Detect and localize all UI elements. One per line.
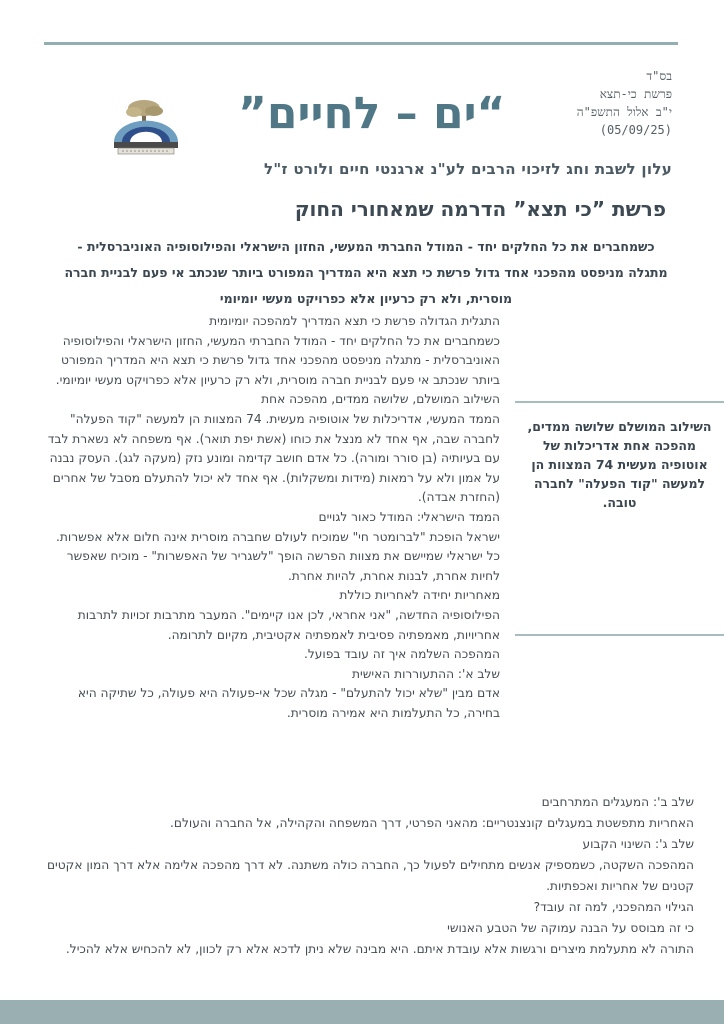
body-paragraph: ישראל הופכת "לברומטר חי" שמוכיח לעולם שחברה מוסרית אינה חלום אלא אפשרות. כל ישראלי שמיישם את מצוות הפרשה הופך "לשגריר של האפשרות" - מוכיח שאפשר לחיות אחרת, לבנות אחרת, להיות אחרת.: [56, 529, 500, 583]
body-paragraph: המהפכה השלמה איך זה עובד בפועל.: [303, 647, 500, 662]
body-paragraph: השילוב המושלם, שלושה ממדים, מהפכה אחת: [261, 392, 500, 407]
body-paragraph: התורה לא מתעלמת מיצרים ורגשות אלא עובדת איתם. היא מבינה שלא ניתן לדכא אלא רק לכוון, לא להכחיש אלא להכיל.: [65, 942, 694, 956]
header-meta: [577, 67, 672, 139]
top-divider: [44, 42, 678, 45]
pull-quote-text: השילוב המושלם שלושה ממדים, מהפכה אחת אדריכלות של אוטופיה מעשית 74 המצוות הן למעשה "קוד הפעלה" לחברה טובה.: [527, 419, 712, 510]
body-paragraph: מאחריות יחידה לאחריות כוללת: [339, 588, 500, 603]
body-paragraph: המהפכה השקטה, כשמספיק אנשים מתחילים לפעול כך, החברה כולה משתנה. לא דרך מהפכה אלימה אלא דרך המון אקטים קטנים של אחריות ואכפתיות.: [46, 858, 694, 893]
footer-band: [0, 1000, 724, 1024]
body-paragraph: הממד המעשי, אדריכלות של אוטופיה מעשית. 74 המצוות הן למעשה "קוד הפעלה" לחברה שבה, אף אחד לא מנצל את כוחו (אשת יפת תואר). אף משפחה לא נשארת לבד עם בעיותיה (בן סורר ומורה). כל אדם חושב קדימה ומונע נזק (מעקה לגג). העסק נבנה על אמון ולא על רמאות (מידות ומשקלות). אף אחד לא יכול להתעלם מסבל של אחרים (החזרת אבדה).: [47, 411, 500, 505]
pull-quote-top-rule: [515, 401, 724, 403]
meta-line: (05/09/25): [599, 123, 672, 137]
body-paragraph: הגילוי המהפכני, למה זה עובד?: [533, 900, 694, 914]
body-paragraph: שלב א': ההתעוררות האישית: [351, 666, 500, 681]
meta-line: י"ב אלול התשפ"ה: [576, 105, 672, 119]
body-paragraph: הפילוסופיה החדשה, "אני אחראי, לכן אנו קיימים". המעבר מתרבות זכויות לתרבות אחריויות, מאמפתיה פסיבית לאמפתיה אקטיבית, מקיום לתרומה.: [77, 607, 500, 642]
body-paragraph: התגלית הגדולה פרשת כי תצא המדריך למהפכה יומיומית: [209, 314, 500, 328]
body-paragraph: כשמחברים את כל החלקים יחד - המודל החברתי המעשי, החזון הישראלי והפילוסופיה האוניברסלית - מתגלה מניפסט מהפכני אחד גדול פרשת כי תצא היא המדריך המפורט ביותר שנכתב אי פעם לבניית חברה מוסרית, ולא רק כרעיון אלא כפרויקט מעשי יומיומי.: [55, 333, 500, 387]
body-paragraph: כי זה מבוסס על הבנה עמוקה של הטבע האנושי: [447, 921, 694, 935]
newsletter-subtitle: עלון לשבת וחג לזיכוי הרבים לע"נ ארגנטי חיים ולורט ז"ל: [264, 160, 672, 178]
article-body: [40, 312, 500, 723]
tree-dome-logo-icon: [108, 98, 184, 162]
article-intro: כשמחברים את כל החלקים יחד - המודל החברתי המעשי, החזון הישראלי והפילוסופיה האוניברסלית - מתגלה מניפסט מהפכני אחד גדול פרשת כי תצא היא המדריך המפורט ביותר שנכתב אי פעם לבניית חברה מוסרית, ולא רק כרעיון אלא כפרויקט מעשי יומיומי: [64, 239, 668, 306]
brand-title: “ים – לחיים”: [238, 88, 506, 139]
body-paragraph: שלב ב': המעגלים המתרחבים: [541, 795, 694, 809]
article-body-lower: [40, 792, 694, 960]
body-paragraph: האחריות מתפשטת במעגלים קונצנטריים: מהאני הפרטי, דרך המשפחה והקהילה, אל החברה והעולם.: [170, 816, 694, 830]
meta-line: בס"ד: [646, 69, 672, 83]
body-paragraph: הממד הישראלי: המודל כאור לגויים: [318, 509, 500, 524]
pull-quote-bottom-rule: [515, 634, 724, 636]
article-title: פרשת ”כי תצא” הדרמה שמאחורי החוק: [294, 197, 666, 221]
meta-line: פרשת כי-תצא: [599, 87, 672, 101]
body-paragraph: אדם מבין "שלא יכול להתעלם" - מגלה שכל אי-פעולה היא פעולה, כל שתיקה היא בחירה, כל התעלמות היא אמירה מוסרית.: [77, 686, 500, 720]
body-paragraph: שלב ג': השינוי הקבוע: [582, 837, 694, 851]
pull-quote: [515, 401, 724, 636]
